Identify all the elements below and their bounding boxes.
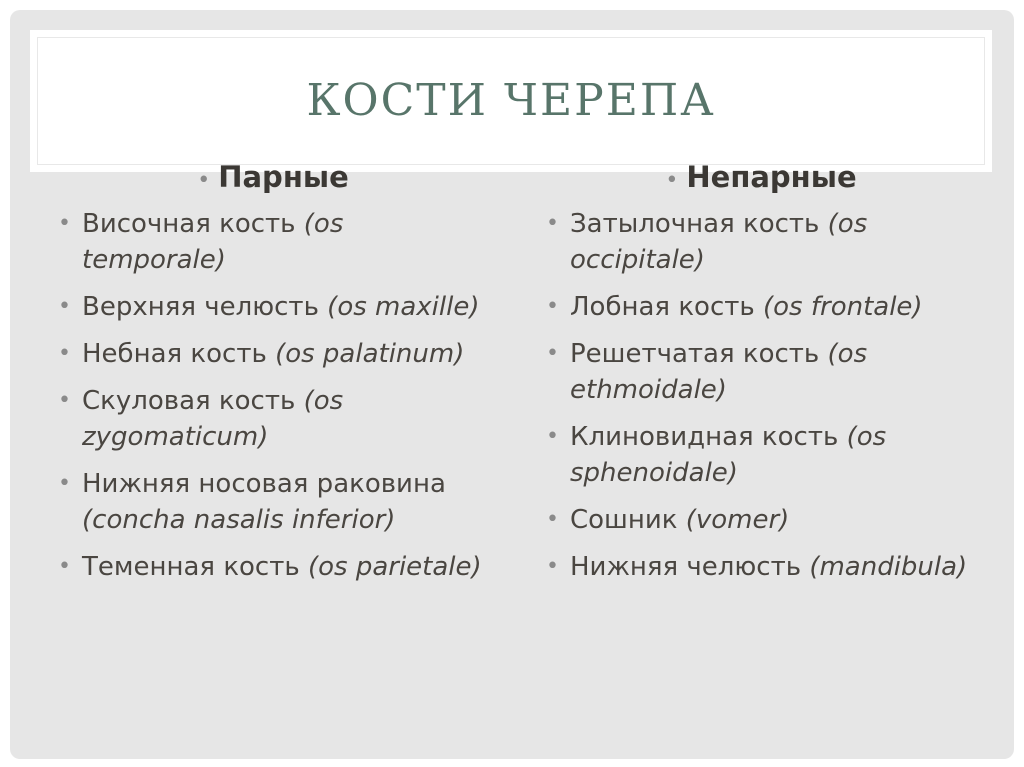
latin-name: (os occipitale) (570, 209, 868, 275)
bullet-icon: • (58, 294, 71, 319)
list-item (546, 502, 976, 538)
bullet-icon: • (546, 424, 559, 449)
list-item (546, 289, 976, 325)
list-item (58, 289, 488, 325)
list-item (58, 549, 488, 585)
bullet-icon: • (58, 554, 71, 579)
bullet-icon: • (546, 294, 559, 319)
bullet-icon: • (546, 211, 559, 236)
bullet-icon: • (58, 211, 71, 236)
column-heading (546, 156, 976, 198)
latin-name: (os ethmoidale) (570, 339, 868, 405)
bullet-icon: • (58, 471, 71, 496)
column-heading-text: Непарные (686, 160, 857, 194)
list-item (546, 206, 976, 278)
bone-name: Височная кость (82, 209, 296, 239)
bone-name: Лобная кость (570, 292, 755, 322)
bone-name: Верхняя челюсть (82, 292, 319, 322)
bullet-icon: • (197, 168, 211, 193)
bullet-icon: • (58, 388, 71, 413)
column-paired (58, 156, 488, 596)
list-item (58, 206, 488, 278)
bullet-icon: • (546, 341, 559, 366)
bone-list (546, 206, 976, 585)
bullet-icon: • (665, 168, 679, 193)
bone-name: Нижняя носовая раковина (82, 469, 446, 499)
latin-name: (os sphenoidale) (570, 422, 887, 488)
column-heading-text: Парные (218, 160, 349, 194)
latin-name: (mandibula) (809, 552, 968, 582)
bone-name: Скуловая кость (82, 386, 296, 416)
bone-name: Клиновидная кость (570, 422, 839, 452)
bullet-icon: • (546, 554, 559, 579)
bone-list (58, 206, 488, 585)
latin-name: (concha nasalis inferior) (82, 505, 396, 535)
slide-title: КОСТИ ЧЕРЕПА (306, 75, 716, 126)
list-item (546, 419, 976, 491)
list-item (546, 336, 976, 408)
latin-name: (os zygomaticum) (82, 386, 344, 452)
list-item (58, 383, 488, 455)
bone-name: Теменная кость (82, 552, 300, 582)
bone-name: Небная кость (82, 339, 267, 369)
latin-name: (os palatinum) (275, 339, 465, 369)
latin-name: (os frontale) (762, 292, 923, 322)
latin-name: (vomer) (685, 505, 790, 535)
bullet-icon: • (546, 507, 559, 532)
title-box (30, 30, 992, 172)
latin-name: (os maxille) (327, 292, 480, 322)
column-unpaired (546, 156, 976, 596)
list-item (58, 466, 488, 538)
bullet-icon: • (58, 341, 71, 366)
list-item (546, 549, 976, 585)
latin-name: (os parietale) (307, 552, 482, 582)
bone-name: Нижняя челюсть (570, 552, 802, 582)
slide (10, 10, 1014, 759)
bone-name: Сошник (570, 505, 678, 535)
list-item (58, 336, 488, 372)
bone-name: Решетчатая кость (570, 339, 820, 369)
bone-name: Затылочная кость (570, 209, 820, 239)
column-heading (58, 156, 488, 198)
latin-name: (os temporale) (82, 209, 344, 275)
